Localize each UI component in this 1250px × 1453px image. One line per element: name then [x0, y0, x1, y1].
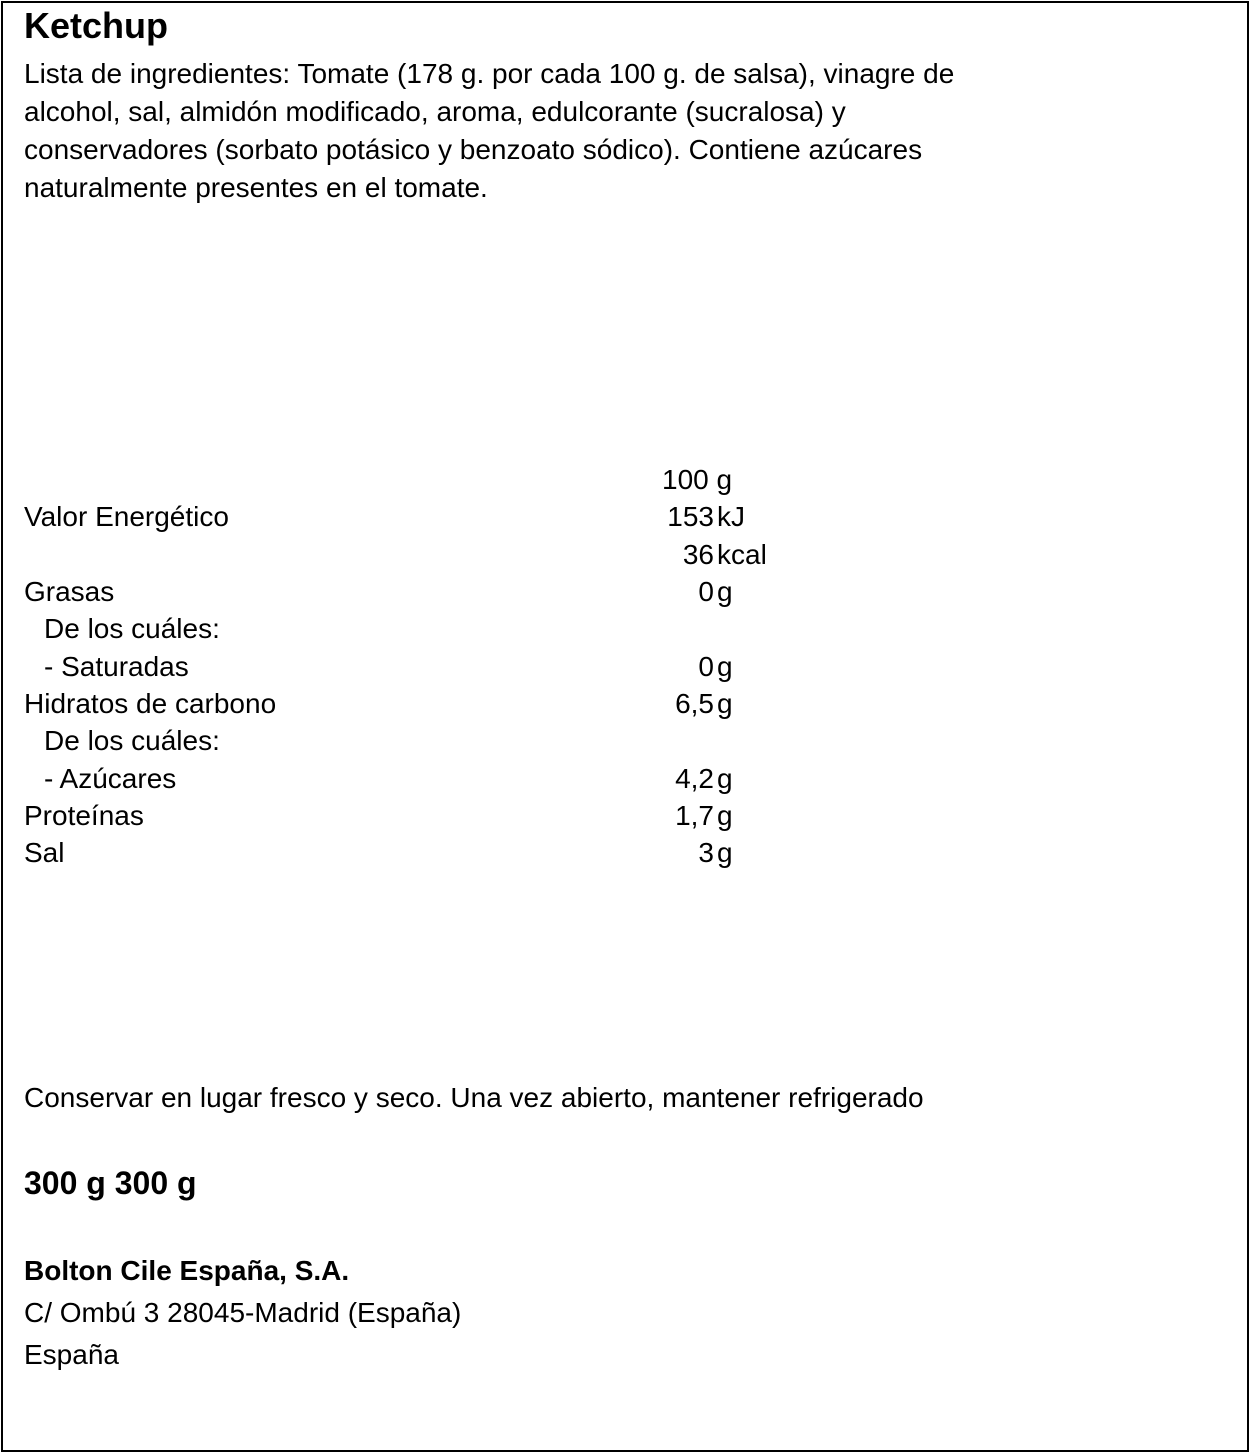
fat-of-which-label: De los cuáles:	[44, 613, 220, 644]
ingredients-line: conservadores (sorbato potásico y benzoato sódico). Contiene azúcares	[24, 134, 923, 165]
product-title: Ketchup	[24, 5, 168, 46]
ingredients-line: naturalmente presentes en el tomate.	[24, 172, 488, 203]
ingredients-line: alcohol, sal, almidón modificado, aroma, edulcorante (sucralosa) y	[24, 96, 846, 127]
saturated-value: 0	[698, 651, 714, 682]
fat-value: 0	[698, 576, 714, 607]
nutrition-header: 100 g	[662, 464, 733, 495]
saturated-label: - Saturadas	[44, 651, 189, 682]
sugars-value: 4,2	[675, 763, 714, 794]
storage-instructions: Conservar en lugar fresco y seco. Una vez abierto, mantener refrigerado	[24, 1082, 924, 1113]
energy-kj-unit: kJ	[717, 501, 745, 532]
energy-kj-value: 153	[667, 501, 714, 532]
fat-label: Grasas	[24, 576, 115, 607]
protein-unit: g	[717, 800, 733, 831]
net-weight: 300 g 300 g	[24, 1165, 197, 1201]
carbs-value: 6,5	[675, 688, 714, 719]
saturated-unit: g	[717, 651, 733, 682]
company-name: Bolton Cile España, S.A.	[24, 1255, 350, 1286]
carbs-unit: g	[717, 688, 733, 719]
salt-value: 3	[698, 837, 714, 868]
carbs-of-which-label: De los cuáles:	[44, 725, 220, 756]
carbs-label: Hidratos de carbono	[24, 688, 277, 719]
protein-value: 1,7	[675, 800, 714, 831]
company-address: C/ Ombú 3 28045-Madrid (España)	[24, 1297, 462, 1328]
energy-kcal-value: 36	[682, 539, 714, 570]
salt-unit: g	[717, 837, 733, 868]
fat-unit: g	[717, 576, 733, 607]
energy-label: Valor Energético	[24, 501, 229, 532]
energy-kcal-unit: kcal	[717, 539, 767, 570]
protein-label: Proteínas	[24, 800, 144, 831]
ingredients-line: Lista de ingredientes: Tomate (178 g. por cada 100 g. de salsa), vinagre de	[24, 58, 955, 89]
ingredients-text	[24, 55, 1204, 207]
sugars-label: - Azúcares	[44, 763, 177, 794]
salt-label: Sal	[24, 837, 65, 868]
sugars-unit: g	[717, 763, 733, 794]
company-country: España	[24, 1339, 119, 1370]
